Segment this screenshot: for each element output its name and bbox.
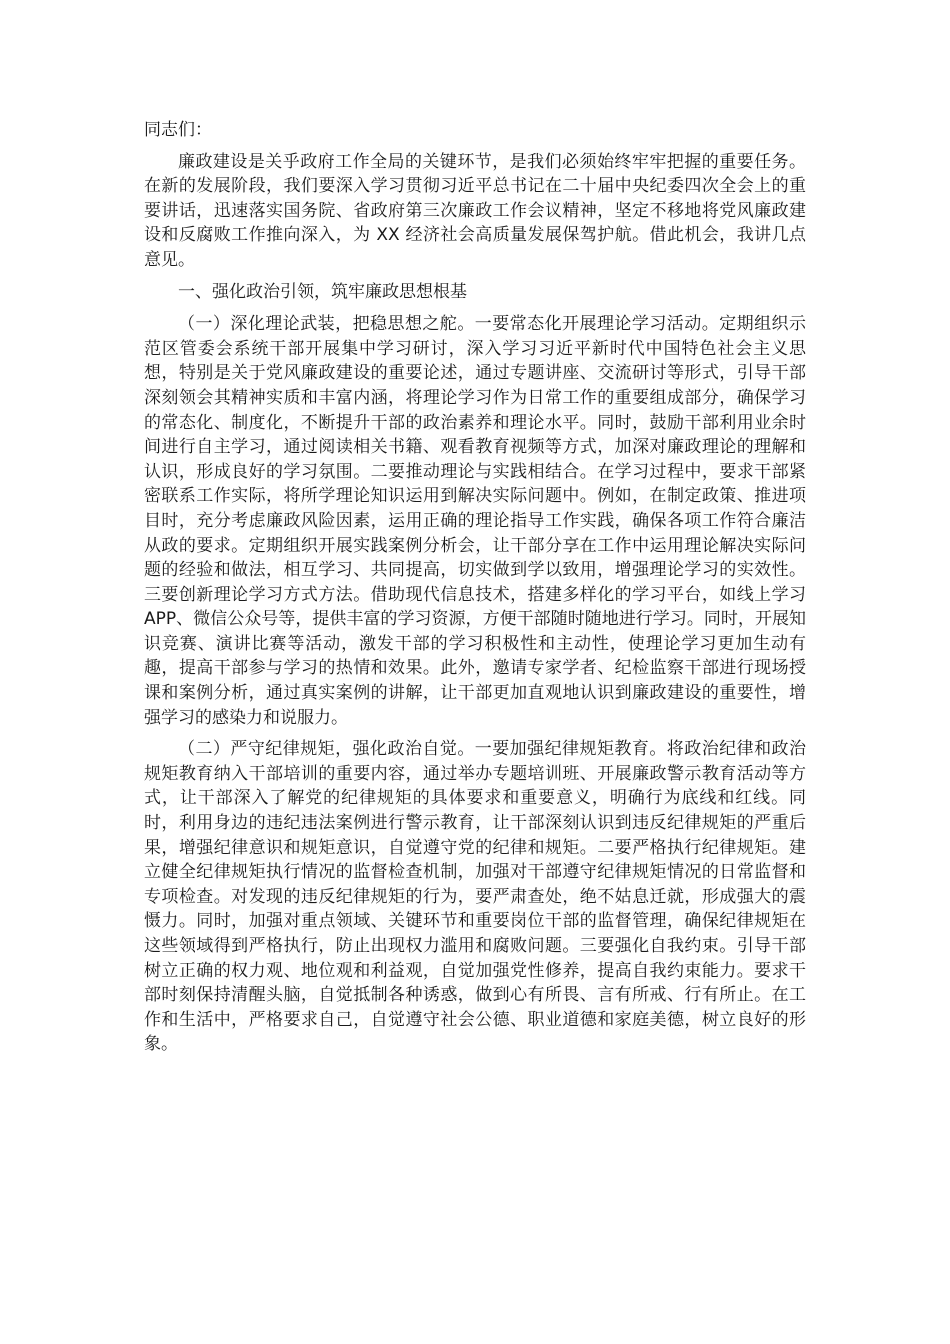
section-heading-1: 一、强化政治引领，筑牢廉政思想根基 bbox=[178, 281, 467, 302]
intro-paragraph: 廉政建设是关乎政府工作全局的关键环节，是我们必须始终牢牢把握的重要任务。在新的发展阶段，我们要深入学习贯彻习近平总书记在二十届中央纪委四次全会上的重要讲话，迅速落实国务院、省政府第三次廉政工作会议精神，坚定不移地将党风廉政建设和反腐败工作推向深入，为 XX 经济社会高质量发展保驾护航。借此机会，我讲几点意见。 bbox=[144, 151, 806, 270]
salutation: 同志们： bbox=[144, 120, 212, 140]
paragraph-discipline: （二）严守纪律规矩，强化政治自觉。一要加强纪律规矩教育。将政治纪律和政治规矩教育纳入干部培训的重要内容，通过举办专题培训班、开展廉政警示教育活动等方式，让干部深入了解党的纪律规矩的具体要求和重要意义，明确行为底线和红线。同时，利用身边的违纪违法案例进行警示教育，让干部深刻认识到违反纪律规矩的严重后果，增强纪律意识和规矩意识，自觉遵守党的纪律和规矩。二要严格执行纪律规矩。建立健全纪律规矩执行情况的监督检查机制，加强对干部遵守纪律规矩情况的日常监督和专项检查。对发现的违反纪律规矩的行为，要严肃查处，绝不姑息迁就，形成强大的震慑力。同时，加强对重点领域、关键环节和重要岗位干部的监督管理，确保纪律规矩在这些领域得到严格执行，防止出现权力滥用和腐败问题。三要强化自我约束。引导干部树立正确的权力观、地位观和利益观，自觉加强党性修养，提高自我约束能力。要求干部时刻保持清醒头脑，自觉抵制各种诱惑，做到心有所畏、言有所戒、行有所止。在工作和生活中，严格要求自己，自觉遵守社会公德、职业道德和家庭美德，树立良好的形象。 bbox=[144, 739, 806, 1055]
paragraph-theory: （一）深化理论武装，把稳思想之舵。一要常态化开展理论学习活动。定期组织示范区管委会系统干部开展集中学习研讨，深入学习习近平新时代中国特色社会主义思想，特别是关于党风廉政建设的重要论述，通过专题讲座、交流研讨等形式，引导干部深刻领会其精神实质和丰富内涵，将理论学习作为日常工作的重要组成部分，确保学习的常态化、制度化，不断提升干部的政治素养和理论水平。同时，鼓励干部利用业余时间进行自主学习，通过阅读相关书籍、观看教育视频等方式，加深对廉政理论的理解和认识，形成良好的学习氛围。二要推动理论与实践相结合。在学习过程中，要求干部紧密联系工作实际，将所学理论知识运用到解决实际问题中。例如，在制定政策、推进项目时，充分考虑廉政风险因素，运用正确的理论指导工作实践，确保各项工作符合廉洁从政的要求。定期组织开展实践案例分析会，让干部分享在工作中运用理论解决实际问题的经验和做法，相互学习、共同提高，切实做到学以致用，增强理论学习的实效性。三要创新理论学习方式方法。借助现代信息技术，搭建多样化的学习平台，如线上学习 APP、微信公众号等，提供丰富的学习资源，方便干部随时随地进行学习。同时，开展知识竞赛、演讲比赛等活动，激发干部的学习积极性和主动性，使理论学习更加生动有趣，提高干部参与学习的热情和效果。此外，邀请专家学者、纪检监察干部进行现场授课和案例分析，通过真实案例的讲解，让干部更加直观地认识到廉政建设的重要性，增强学习的感染力和说服力。 bbox=[144, 314, 806, 728]
document-body bbox=[144, 118, 806, 1064]
